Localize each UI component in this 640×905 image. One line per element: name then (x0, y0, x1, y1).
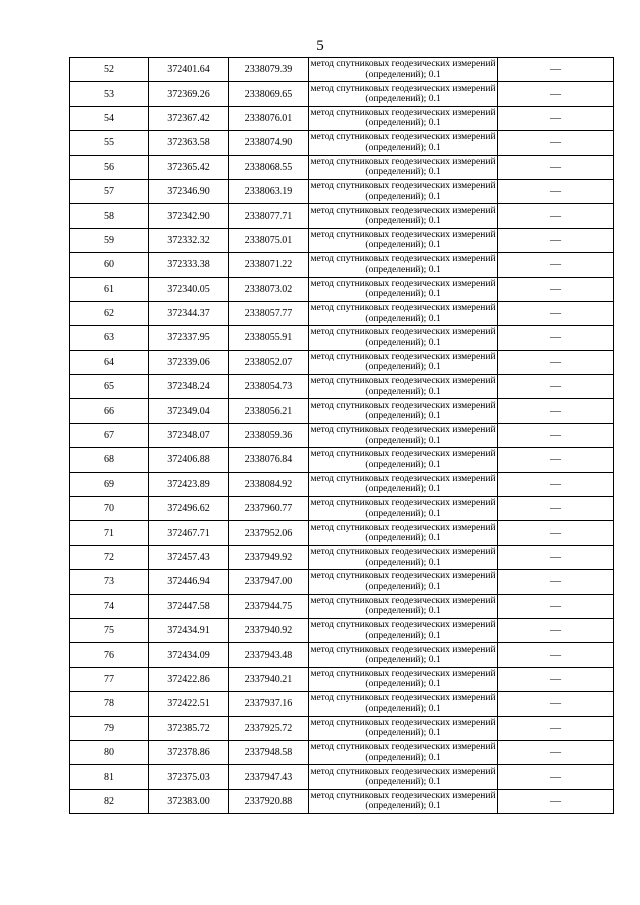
coordinate-x-cell: 372446.94 (149, 570, 229, 594)
point-number-cell: 80 (70, 740, 149, 764)
point-number-cell: 71 (70, 521, 149, 545)
table-row (70, 570, 614, 594)
point-description-cell: — (498, 326, 614, 350)
coordinate-x-cell: 372467.71 (149, 521, 229, 545)
table-row (70, 350, 614, 374)
method-accuracy-cell: метод спутниковых геодезических измерений (определений); 0.1 (309, 521, 498, 545)
coordinate-y-cell: 2338056.21 (229, 399, 309, 423)
point-number-cell: 55 (70, 131, 149, 155)
coordinate-x-cell: 372422.51 (149, 692, 229, 716)
point-number-cell: 82 (70, 789, 149, 813)
coordinate-y-cell: 2337952.06 (229, 521, 309, 545)
table-row (70, 82, 614, 106)
point-number-cell: 63 (70, 326, 149, 350)
coordinate-x-cell: 372375.03 (149, 765, 229, 789)
coordinate-y-cell: 2338054.73 (229, 375, 309, 399)
table-row (70, 740, 614, 764)
point-number-cell: 68 (70, 448, 149, 472)
method-accuracy-cell: метод спутниковых геодезических измерений (определений); 0.1 (309, 106, 498, 130)
point-description-cell: — (498, 521, 614, 545)
coordinate-x-cell: 372342.90 (149, 204, 229, 228)
table-row (70, 716, 614, 740)
coordinate-x-cell: 372344.37 (149, 301, 229, 325)
coordinate-y-cell: 2338073.02 (229, 277, 309, 301)
point-number-cell: 81 (70, 765, 149, 789)
coordinate-y-cell: 2338068.55 (229, 155, 309, 179)
coordinate-y-cell: 2337937.16 (229, 692, 309, 716)
point-description-cell: — (498, 740, 614, 764)
coordinate-x-cell: 372333.38 (149, 253, 229, 277)
point-description-cell: — (498, 692, 614, 716)
table-row (70, 472, 614, 496)
method-accuracy-cell: метод спутниковых геодезических измерений (определений); 0.1 (309, 740, 498, 764)
method-accuracy-cell: метод спутниковых геодезических измерений (определений); 0.1 (309, 131, 498, 155)
method-accuracy-cell: метод спутниковых геодезических измерений (определений); 0.1 (309, 448, 498, 472)
coordinate-x-cell: 372348.07 (149, 423, 229, 447)
method-accuracy-cell: метод спутниковых геодезических измерений (определений); 0.1 (309, 399, 498, 423)
coordinate-y-cell: 2338076.84 (229, 448, 309, 472)
coordinate-y-cell: 2337947.43 (229, 765, 309, 789)
coordinate-y-cell: 2337947.00 (229, 570, 309, 594)
method-accuracy-cell: метод спутниковых геодезических измерений (определений); 0.1 (309, 497, 498, 521)
method-accuracy-cell: метод спутниковых геодезических измерений (определений); 0.1 (309, 82, 498, 106)
table-row (70, 179, 614, 203)
method-accuracy-cell: метод спутниковых геодезических измерений (определений); 0.1 (309, 58, 498, 82)
table-row (70, 228, 614, 252)
coordinate-y-cell: 2338071.22 (229, 253, 309, 277)
point-number-cell: 54 (70, 106, 149, 130)
method-accuracy-cell: метод спутниковых геодезических измерений (определений); 0.1 (309, 570, 498, 594)
point-number-cell: 56 (70, 155, 149, 179)
table-row (70, 789, 614, 813)
point-description-cell: — (498, 667, 614, 691)
point-description-cell: — (498, 716, 614, 740)
coordinate-y-cell: 2338055.91 (229, 326, 309, 350)
point-number-cell: 76 (70, 643, 149, 667)
point-number-cell: 52 (70, 58, 149, 82)
table-row (70, 765, 614, 789)
method-accuracy-cell: метод спутниковых геодезических измерений (определений); 0.1 (309, 179, 498, 203)
point-description-cell: — (498, 131, 614, 155)
point-number-cell: 78 (70, 692, 149, 716)
method-accuracy-cell: метод спутниковых геодезических измерений (определений); 0.1 (309, 204, 498, 228)
point-description-cell: — (498, 618, 614, 642)
table-row (70, 106, 614, 130)
method-accuracy-cell: метод спутниковых геодезических измерений (определений); 0.1 (309, 667, 498, 691)
table-row (70, 448, 614, 472)
table-row (70, 301, 614, 325)
point-description-cell: — (498, 82, 614, 106)
coordinate-x-cell: 372378.86 (149, 740, 229, 764)
point-description-cell: — (498, 106, 614, 130)
point-number-cell: 75 (70, 618, 149, 642)
point-description-cell: — (498, 155, 614, 179)
point-number-cell: 60 (70, 253, 149, 277)
table-row (70, 618, 614, 642)
table-row (70, 643, 614, 667)
coordinate-x-cell: 372346.90 (149, 179, 229, 203)
coordinate-x-cell: 372383.00 (149, 789, 229, 813)
point-description-cell: — (498, 204, 614, 228)
coordinates-table (69, 57, 614, 814)
table-row (70, 692, 614, 716)
coordinate-x-cell: 372423.89 (149, 472, 229, 496)
point-number-cell: 57 (70, 179, 149, 203)
coordinate-y-cell: 2337944.75 (229, 594, 309, 618)
coordinate-y-cell: 2337925.72 (229, 716, 309, 740)
table-row (70, 277, 614, 301)
method-accuracy-cell: метод спутниковых геодезических измерений (определений); 0.1 (309, 594, 498, 618)
point-description-cell: — (498, 643, 614, 667)
table-row (70, 545, 614, 569)
point-description-cell: — (498, 301, 614, 325)
coordinate-y-cell: 2338063.19 (229, 179, 309, 203)
point-description-cell: — (498, 350, 614, 374)
point-number-cell: 70 (70, 497, 149, 521)
coordinates-table-body (70, 58, 614, 814)
point-description-cell: — (498, 375, 614, 399)
point-number-cell: 59 (70, 228, 149, 252)
coordinate-x-cell: 372457.43 (149, 545, 229, 569)
table-row (70, 423, 614, 447)
point-description-cell: — (498, 594, 614, 618)
method-accuracy-cell: метод спутниковых геодезических измерений (определений); 0.1 (309, 716, 498, 740)
point-number-cell: 74 (70, 594, 149, 618)
coordinate-x-cell: 372348.24 (149, 375, 229, 399)
method-accuracy-cell: метод спутниковых геодезических измерений (определений); 0.1 (309, 643, 498, 667)
coordinate-x-cell: 372367.42 (149, 106, 229, 130)
method-accuracy-cell: метод спутниковых геодезических измерений (определений); 0.1 (309, 545, 498, 569)
point-description-cell: — (498, 448, 614, 472)
coordinate-y-cell: 2337949.92 (229, 545, 309, 569)
point-description-cell: — (498, 789, 614, 813)
table-row (70, 375, 614, 399)
point-description-cell: — (498, 179, 614, 203)
point-number-cell: 53 (70, 82, 149, 106)
table-row (70, 399, 614, 423)
table-row (70, 521, 614, 545)
coordinate-x-cell: 372406.88 (149, 448, 229, 472)
table-row (70, 131, 614, 155)
coordinate-y-cell: 2338057.77 (229, 301, 309, 325)
coordinate-x-cell: 372496.62 (149, 497, 229, 521)
coordinate-x-cell: 372369.26 (149, 82, 229, 106)
point-number-cell: 73 (70, 570, 149, 594)
method-accuracy-cell: метод спутниковых геодезических измерений (определений); 0.1 (309, 765, 498, 789)
coordinate-y-cell: 2338077.71 (229, 204, 309, 228)
table-row (70, 594, 614, 618)
coordinate-y-cell: 2338052.07 (229, 350, 309, 374)
method-accuracy-cell: метод спутниковых геодезических измерений (определений); 0.1 (309, 375, 498, 399)
table-row (70, 253, 614, 277)
point-number-cell: 61 (70, 277, 149, 301)
coordinate-y-cell: 2338075.01 (229, 228, 309, 252)
point-description-cell: — (498, 228, 614, 252)
page-number: 5 (316, 38, 324, 54)
table-row (70, 155, 614, 179)
coordinate-y-cell: 2338059.36 (229, 423, 309, 447)
method-accuracy-cell: метод спутниковых геодезических измерений (определений); 0.1 (309, 789, 498, 813)
method-accuracy-cell: метод спутниковых геодезических измерений (определений); 0.1 (309, 350, 498, 374)
point-number-cell: 79 (70, 716, 149, 740)
coordinate-y-cell: 2337948.58 (229, 740, 309, 764)
coordinate-x-cell: 372365.42 (149, 155, 229, 179)
point-description-cell: — (498, 765, 614, 789)
coordinate-y-cell: 2337960.77 (229, 497, 309, 521)
point-description-cell: — (498, 58, 614, 82)
table-row (70, 326, 614, 350)
coordinate-y-cell: 2338069.65 (229, 82, 309, 106)
point-description-cell: — (498, 253, 614, 277)
method-accuracy-cell: метод спутниковых геодезических измерений (определений); 0.1 (309, 155, 498, 179)
coordinate-x-cell: 372434.09 (149, 643, 229, 667)
coordinate-y-cell: 2337940.92 (229, 618, 309, 642)
point-number-cell: 62 (70, 301, 149, 325)
table-row (70, 497, 614, 521)
coordinate-y-cell: 2338079.39 (229, 58, 309, 82)
coordinate-x-cell: 372434.91 (149, 618, 229, 642)
point-number-cell: 67 (70, 423, 149, 447)
coordinate-x-cell: 372401.64 (149, 58, 229, 82)
point-number-cell: 69 (70, 472, 149, 496)
point-description-cell: — (498, 545, 614, 569)
coordinate-x-cell: 372422.86 (149, 667, 229, 691)
table-row (70, 58, 614, 82)
method-accuracy-cell: метод спутниковых геодезических измерений (определений); 0.1 (309, 618, 498, 642)
coordinate-x-cell: 372447.58 (149, 594, 229, 618)
coordinate-y-cell: 2338076.01 (229, 106, 309, 130)
coordinate-x-cell: 372363.58 (149, 131, 229, 155)
point-number-cell: 64 (70, 350, 149, 374)
coordinate-x-cell: 372339.06 (149, 350, 229, 374)
method-accuracy-cell: метод спутниковых геодезических измерений (определений); 0.1 (309, 326, 498, 350)
method-accuracy-cell: метод спутниковых геодезических измерений (определений); 0.1 (309, 472, 498, 496)
method-accuracy-cell: метод спутниковых геодезических измерений (определений); 0.1 (309, 228, 498, 252)
coordinate-y-cell: 2337940.21 (229, 667, 309, 691)
point-description-cell: — (498, 472, 614, 496)
table-row (70, 667, 614, 691)
point-number-cell: 72 (70, 545, 149, 569)
point-number-cell: 77 (70, 667, 149, 691)
point-number-cell: 65 (70, 375, 149, 399)
point-description-cell: — (498, 570, 614, 594)
method-accuracy-cell: метод спутниковых геодезических измерений (определений); 0.1 (309, 301, 498, 325)
point-number-cell: 66 (70, 399, 149, 423)
point-description-cell: — (498, 423, 614, 447)
method-accuracy-cell: метод спутниковых геодезических измерений (определений); 0.1 (309, 423, 498, 447)
coordinate-y-cell: 2338074.90 (229, 131, 309, 155)
coordinate-y-cell: 2338084.92 (229, 472, 309, 496)
point-description-cell: — (498, 277, 614, 301)
coordinate-x-cell: 372349.04 (149, 399, 229, 423)
coordinate-x-cell: 372340.05 (149, 277, 229, 301)
coordinate-x-cell: 372385.72 (149, 716, 229, 740)
coordinate-y-cell: 2337920.88 (229, 789, 309, 813)
point-number-cell: 58 (70, 204, 149, 228)
coordinate-x-cell: 372332.32 (149, 228, 229, 252)
coordinate-y-cell: 2337943.48 (229, 643, 309, 667)
method-accuracy-cell: метод спутниковых геодезических измерений (определений); 0.1 (309, 277, 498, 301)
method-accuracy-cell: метод спутниковых геодезических измерений (определений); 0.1 (309, 692, 498, 716)
coordinate-x-cell: 372337.95 (149, 326, 229, 350)
method-accuracy-cell: метод спутниковых геодезических измерений (определений); 0.1 (309, 253, 498, 277)
point-description-cell: — (498, 497, 614, 521)
point-description-cell: — (498, 399, 614, 423)
table-row (70, 204, 614, 228)
